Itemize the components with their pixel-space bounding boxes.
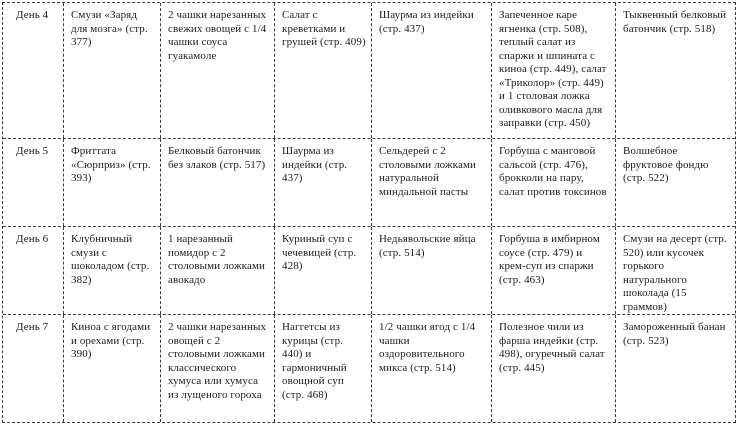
meal-cell-dinner: Запеченное каре ягненка (стр. 508), теплый салат из спаржи и шпината с киноа (стр. 449), салат «Триколор» (стр. 449) и 1 столовая ложка оливкового масла для заправки (стр. 450): [492, 3, 616, 138]
meal-cell-dessert: Волшебное фруктовое фондю (стр. 522): [623, 145, 709, 184]
meal-cell-lunch: Салат с креветками и грушей (стр. 409): [275, 3, 372, 138]
meal-cell-dessert: Замороженный банан (стр. 523): [623, 321, 726, 347]
table-row-day-5: [3, 139, 735, 227]
meal-plan-table: [2, 2, 736, 423]
table-row-day-6: [3, 227, 735, 315]
table-row-day-4: [3, 3, 735, 139]
meal-cell-dessert: Смузи на десерт (стр. 520) или кусочек горького натурального шоколада (15 граммов): [623, 233, 727, 313]
meal-cell-breakfast: Клубничный смузи с шоколадом (стр. 382): [64, 227, 161, 314]
meal-cell-snack2: Недьявольские яйца (стр. 514): [372, 227, 492, 314]
meal-cell-snack1: 2 чашки нарезанных свежих овощей с 1/4 чашки соуса гуакамоле: [161, 3, 275, 138]
meal-cell-snack2: 1/2 чашки ягод с 1/4 чашки оздоровительного микса (стр. 514): [372, 315, 492, 422]
meal-cell-breakfast: Фриттата «Сюрприз» (стр. 393): [64, 139, 161, 226]
day-label: День 5: [3, 139, 64, 226]
day-label: День 6: [3, 227, 64, 314]
meal-cell-lunch: Шаурма из индейки (стр. 437): [275, 139, 372, 226]
meal-cell-dinner: Горбуша в имбирном соусе (стр. 479) и крем-суп из спаржи (стр. 463): [492, 227, 616, 314]
meal-cell-lunch: Наггетсы из курицы (стр. 440) и гармоничный овощной суп (стр. 468): [275, 315, 372, 422]
meal-cell-breakfast: Смузи «Заряд для мозга» (стр. 377): [64, 3, 161, 138]
day-label: День 7: [3, 315, 64, 422]
meal-cell-snack1: 1 нарезанный помидор с 2 столовыми ложками авокадо: [161, 227, 275, 314]
meal-cell-dinner: Полезное чили из фарша индейки (стр. 498), огуречный салат (стр. 445): [492, 315, 616, 422]
meal-cell-snack2: Шаурма из индейки (стр. 437): [372, 3, 492, 138]
meal-cell-dessert: Тыквенный белковый батончик (стр. 518): [623, 9, 727, 35]
meal-cell-snack1: 2 чашки нарезанных овощей с 2 столовыми ложками классического хумуса или хумуса из лущеного гороха: [161, 315, 275, 422]
day-label: День 4: [3, 3, 64, 138]
meal-cell-dinner: Горбуша с манговой сальсой (стр. 476), брокколи на пару, салат против токсинов: [492, 139, 616, 226]
meal-cell-snack2: Сельдерей с 2 столовыми ложками натуральной миндальной пасты: [372, 139, 492, 226]
table-row-day-7: [3, 315, 735, 422]
meal-cell-lunch: Куриный суп с чечевицей (стр. 428): [275, 227, 372, 314]
meal-cell-snack1: Белковый батончик без злаков (стр. 517): [161, 139, 275, 226]
meal-cell-breakfast: Киноа с ягодами и орехами (стр. 390): [64, 315, 161, 422]
